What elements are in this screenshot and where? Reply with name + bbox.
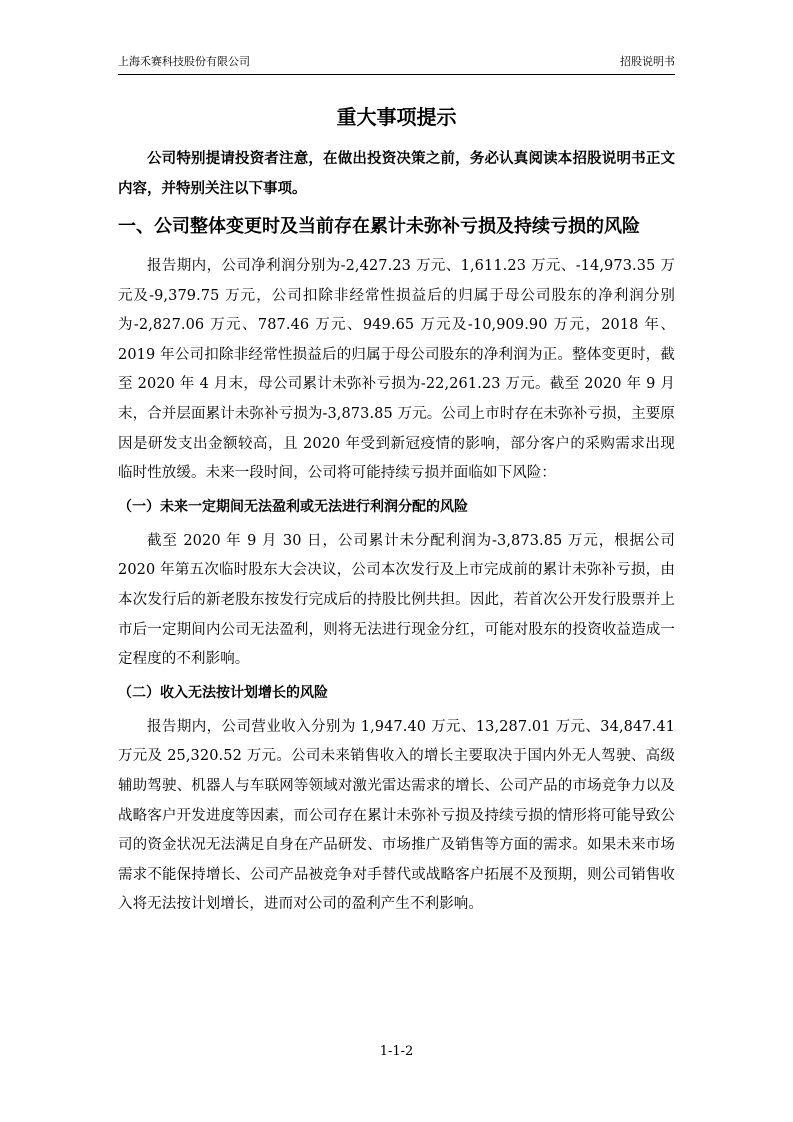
page-title: 重大事项提示	[336, 105, 457, 129]
section-paragraph-accumulated-losses: 报告期内，公司净利润分别为-2,427.23 万元、1,611.23 万元、-14,973.35 万元及-9,379.75 万元，公司扣除非经常性损益后的归属于母公司股东的净利润分别为-2,827.06 万元、787.46 万元、949.65 万元及-10,909.90 万元，2018 年、2019 年公司扣除非经常性损益后的归属于母公司股东的净利润为正。整体变更时，截至 2020 年 4 月末，母公司累计未弥补亏损为-22,261.23 万元。截至 2020 年 9 月末，合并层面累计未弥补亏损为-3,873.85 万元。公司上市时存在未弥补亏损，主要原因是研发支出金额较高，且 2020 年受到新冠疫情的影响，部分客户的采购需求出现临时性放缓。未来一段时间，公司将可能持续亏损并面临如下风险：	[118, 258, 675, 482]
header-company-name: 上海禾赛科技股份有限公司	[118, 55, 250, 68]
subsection-paragraph-profit-distribution: 截至 2020 年 9 月 30 日，公司累计未分配利润为-3,873.85 万元，根据公司 2020 年第五次临时股东大会决议，公司本次发行及上市完成前的累计未弥补亏损，由本次发行后的新老股东按发行完成后的持股比例共担。因此，若首次公开发行股票并上市后一定期间内公司无法盈利，则将无法进行现金分红，可能对股东的投资收益造成一定程度的不利影响。	[118, 532, 675, 668]
header-document-type: 招股说明书	[620, 55, 675, 68]
section-heading-accumulated-losses: 一、公司整体变更时及当前存在累计未弥补亏损及持续亏损的风险	[118, 216, 640, 237]
page-number: 1-1-2	[379, 1044, 414, 1059]
subsection-heading-profit-distribution: （一）未来一定期间无法盈利或无法进行利润分配的风险	[118, 498, 468, 515]
document-body	[118, 98, 675, 926]
investor-notice: 公司特别提请投资者注意，在做出投资决策之前，务必认真阅读本招股说明书正文内容，并特别关注以下事项。	[118, 151, 675, 197]
subsection-paragraph-revenue-growth: 报告期内，公司营业收入分别为 1,947.40 万元、13,287.01 万元、34,847.41 万元及 25,320.52 万元。公司未来销售收入的增长主要取决于国内外无人驾驶、高级辅助驾驶、机器人与车联网等领域对激光雷达需求的增长、公司产品的市场竞争力以及战略客户开发进度等因素，而公司存在累计未弥补亏损及持续亏损的情形将可能导致公司的资金状况无法满足自身在产品研发、市场推广及销售等方面的需求。如果未来市场需求不能保持增长、公司产品被竞争对手替代或战略客户拓展不及预期，则公司销售收入将无法按计划增长，进而对公司的盈利产生不利影响。	[118, 718, 675, 913]
page-header	[118, 52, 675, 75]
subsection-heading-revenue-growth: （二）收入无法按计划增长的风险	[118, 684, 328, 701]
